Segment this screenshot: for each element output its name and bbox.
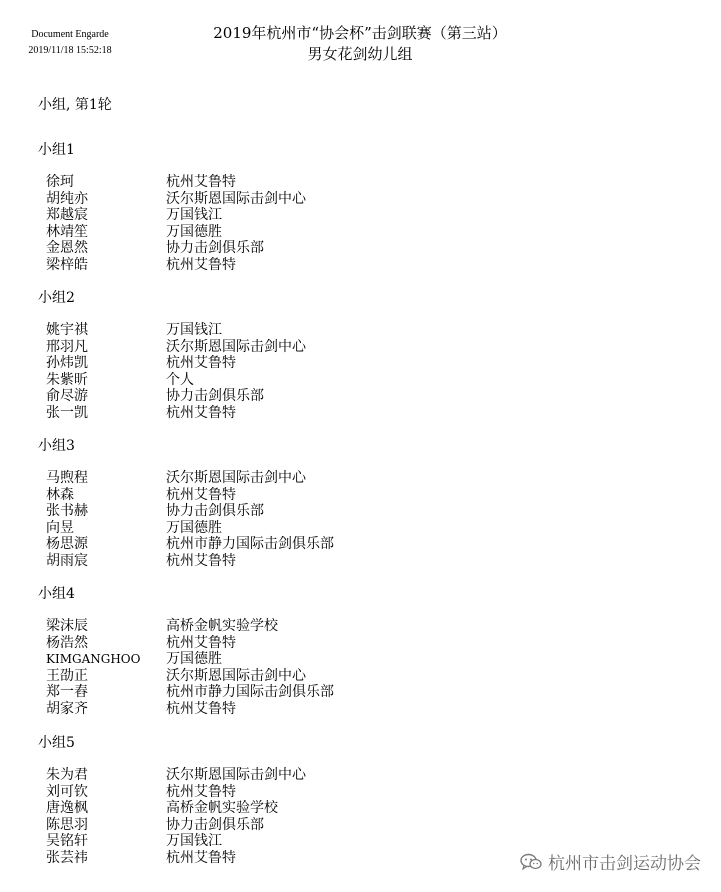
fencer-club: 协力击剑俱乐部 [166, 816, 264, 833]
fencer-name: 胡纯亦 [46, 190, 88, 207]
list-item [38, 470, 658, 487]
list-item [38, 833, 658, 850]
fencer-club: 杭州艾鲁特 [166, 174, 236, 190]
list-item [38, 767, 658, 784]
list-item [38, 635, 658, 652]
list-item [38, 553, 658, 570]
fencer-club: 协力击剑俱乐部 [166, 388, 264, 405]
list-item [38, 701, 658, 718]
fencer-name: 胡雨宸 [46, 552, 88, 569]
list-item [38, 322, 658, 339]
fencer-name: 吴铭轩 [46, 833, 88, 850]
list-item [38, 618, 658, 635]
fencer-club: 杭州艾鲁特 [166, 849, 236, 866]
fencer-club: 万国德胜 [166, 519, 222, 536]
fencer-club: 杭州艾鲁特 [166, 634, 236, 651]
pool-1 [38, 140, 658, 274]
fencer-name: 唐逸枫 [46, 800, 88, 817]
fencer-club: 协力击剑俱乐部 [166, 503, 264, 520]
fencer-name: KIMGANGHOO [46, 652, 141, 667]
fencer-name: 杨思源 [46, 536, 88, 553]
fencer-list [38, 322, 658, 422]
list-item [38, 405, 658, 422]
fencer-club: 沃尔斯恩国际击剑中心 [166, 667, 306, 684]
fencer-club: 杭州艾鲁特 [166, 486, 236, 503]
list-item [38, 503, 658, 520]
watermark-text: 杭州市击剑运动协会 [548, 854, 701, 874]
list-item [38, 207, 658, 224]
fencer-name: 林森 [46, 486, 74, 503]
list-item [38, 372, 658, 389]
fencer-name: 朱为君 [46, 767, 88, 783]
fencer-list [38, 470, 658, 570]
pool-2 [38, 288, 658, 422]
fencer-name: 陈思羽 [46, 816, 88, 833]
fencer-name: 姚宇祺 [46, 322, 88, 338]
fencer-name: 张书赫 [46, 503, 88, 520]
pool-4 [38, 584, 658, 718]
document-subtitle: 男女花剑幼儿组 [307, 45, 413, 63]
fencer-club: 万国钱江 [166, 833, 222, 850]
pool-3 [38, 436, 658, 570]
list-item [38, 191, 658, 208]
document-meta [10, 27, 130, 59]
fencer-club: 沃尔斯恩国际击剑中心 [166, 767, 306, 783]
list-item [38, 174, 658, 191]
document-title: 2019年杭州市“协会杯”击剑联赛（第三站） [213, 24, 507, 42]
fencer-club: 杭州艾鲁特 [166, 783, 236, 800]
pool-5 [38, 733, 658, 867]
pool-title: 小组3 [38, 438, 75, 454]
list-item [38, 224, 658, 241]
app-name: Document Engarde [31, 29, 109, 40]
fencer-list [38, 174, 658, 274]
fencer-club: 万国德胜 [166, 223, 222, 240]
pool-title: 小组5 [38, 735, 75, 751]
fencer-name: 向昱 [46, 519, 74, 536]
fencer-club: 杭州艾鲁特 [166, 355, 236, 372]
fencer-club: 个人 [166, 371, 194, 388]
pool-title: 小组4 [38, 586, 75, 602]
fencer-name: 王劭正 [46, 667, 88, 684]
fencer-name: 孙炜凯 [46, 355, 88, 372]
list-item [38, 784, 658, 801]
fencer-list [38, 618, 658, 718]
list-item [38, 487, 658, 504]
list-item [38, 355, 658, 372]
fencer-name: 郑越宸 [46, 207, 88, 224]
fencer-name: 胡家齐 [46, 700, 88, 717]
list-item [38, 817, 658, 834]
list-item [38, 520, 658, 537]
fencer-name: 梁梓皓 [46, 256, 88, 273]
fencer-club: 协力击剑俱乐部 [166, 240, 264, 257]
fencer-club: 万国德胜 [166, 651, 222, 668]
list-item [38, 388, 658, 405]
list-item [38, 668, 658, 685]
print-datetime: 2019/11/18 15:52:18 [28, 45, 112, 56]
fencer-club: 杭州市静力国际击剑俱乐部 [166, 684, 334, 701]
pool-title: 小组1 [38, 142, 75, 158]
list-item [38, 684, 658, 701]
fencer-club: 高桥金帆实验学校 [166, 618, 278, 634]
list-item [38, 536, 658, 553]
list-item [38, 651, 658, 668]
list-item [38, 240, 658, 257]
fencer-name: 朱紫昕 [46, 371, 88, 388]
list-item [38, 800, 658, 817]
wechat-icon [520, 853, 542, 871]
fencer-name: 张芸祎 [46, 849, 88, 866]
document-title-block [160, 23, 560, 65]
fencer-club: 沃尔斯恩国际击剑中心 [166, 190, 306, 207]
fencer-club: 杭州艾鲁特 [166, 700, 236, 717]
fencer-club: 万国钱江 [166, 207, 222, 224]
fencer-name: 徐珂 [46, 174, 74, 190]
fencer-club: 高桥金帆实验学校 [166, 800, 278, 817]
fencer-club: 杭州市静力国际击剑俱乐部 [166, 536, 334, 553]
fencer-club: 杭州艾鲁特 [166, 552, 236, 569]
fencer-name: 郑一舂 [46, 684, 88, 701]
fencer-name: 邢羽凡 [46, 338, 88, 355]
fencer-name: 金恩然 [46, 240, 88, 257]
watermark [520, 849, 701, 874]
fencer-club: 杭州艾鲁特 [166, 256, 236, 273]
fencer-name: 杨浩然 [46, 634, 88, 651]
round-label: 小组, 第1轮 [38, 97, 112, 113]
pool-title: 小组2 [38, 290, 75, 306]
fencer-club: 万国钱江 [166, 322, 222, 338]
fencer-club: 杭州艾鲁特 [166, 404, 236, 421]
fencer-name: 张一凯 [46, 404, 88, 421]
fencer-club: 沃尔斯恩国际击剑中心 [166, 470, 306, 486]
fencer-name: 马煦程 [46, 470, 88, 486]
fencer-name: 刘可钦 [46, 783, 88, 800]
list-item [38, 257, 658, 274]
fencer-name: 林靖笙 [46, 223, 88, 240]
fencer-club: 沃尔斯恩国际击剑中心 [166, 338, 306, 355]
list-item [38, 339, 658, 356]
fencer-name: 俞尽游 [46, 388, 88, 405]
fencer-name: 梁沫辰 [46, 618, 88, 634]
